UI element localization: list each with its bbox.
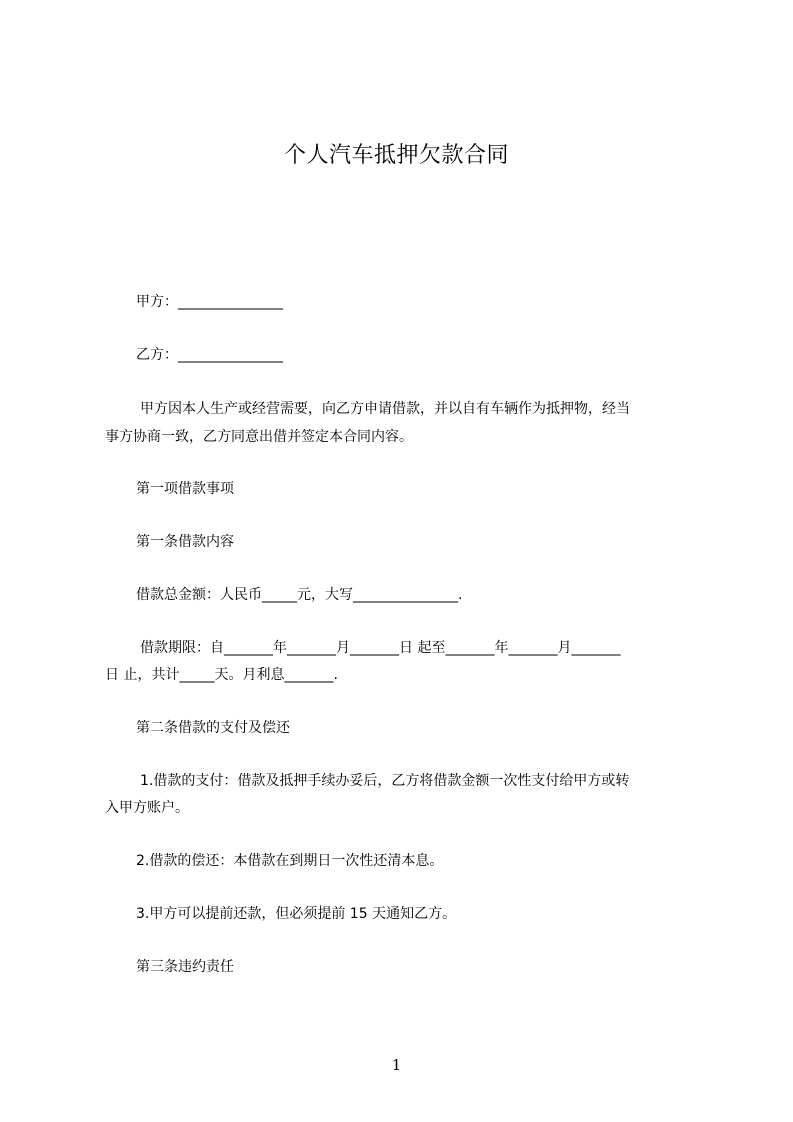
section-1-heading: 第一项借款事项	[136, 481, 234, 497]
loan-amount-line: 借款总金额：人民币_____元，大写_______________.	[136, 587, 463, 603]
article-2-heading: 第二条借款的支付及偿还	[136, 720, 290, 736]
page-number: 1	[391, 1056, 402, 1074]
preamble-line-2: 事方协商一致，乙方同意出借并签定本合同内容。	[105, 429, 413, 445]
party-b-line: 乙方：_______________	[136, 347, 283, 363]
clause-1-line-1: 1.借款的支付：借款及抵押手续办妥后，乙方将借款金额一次性支付给甲方或转	[140, 773, 630, 789]
party-a-line: 甲方：_______________	[136, 294, 283, 310]
loan-term-line-1: 借款期限：自_______年_______月_______日 起至_______年_______月_______	[140, 640, 621, 656]
clause-1-line-2: 入甲方账户。	[105, 800, 189, 816]
clause-3-line: 3.甲方可以提前还款，但必须提前 15 天通知乙方。	[136, 906, 457, 922]
preamble-line-1: 甲方因本人生产或经营需要，向乙方申请借款，并以自有车辆作为抵押物，经当	[140, 401, 630, 417]
document-title: 个人汽车抵押欠款合同	[283, 143, 509, 168]
article-3-heading: 第三条违约责任	[136, 959, 234, 975]
clause-2-line: 2.借款的偿还：本借款在到期日一次性还清本息。	[136, 853, 444, 869]
article-1-heading: 第一条借款内容	[136, 534, 234, 550]
loan-term-line-2: 日 止，共计_____天。月利息_______.	[105, 667, 338, 683]
